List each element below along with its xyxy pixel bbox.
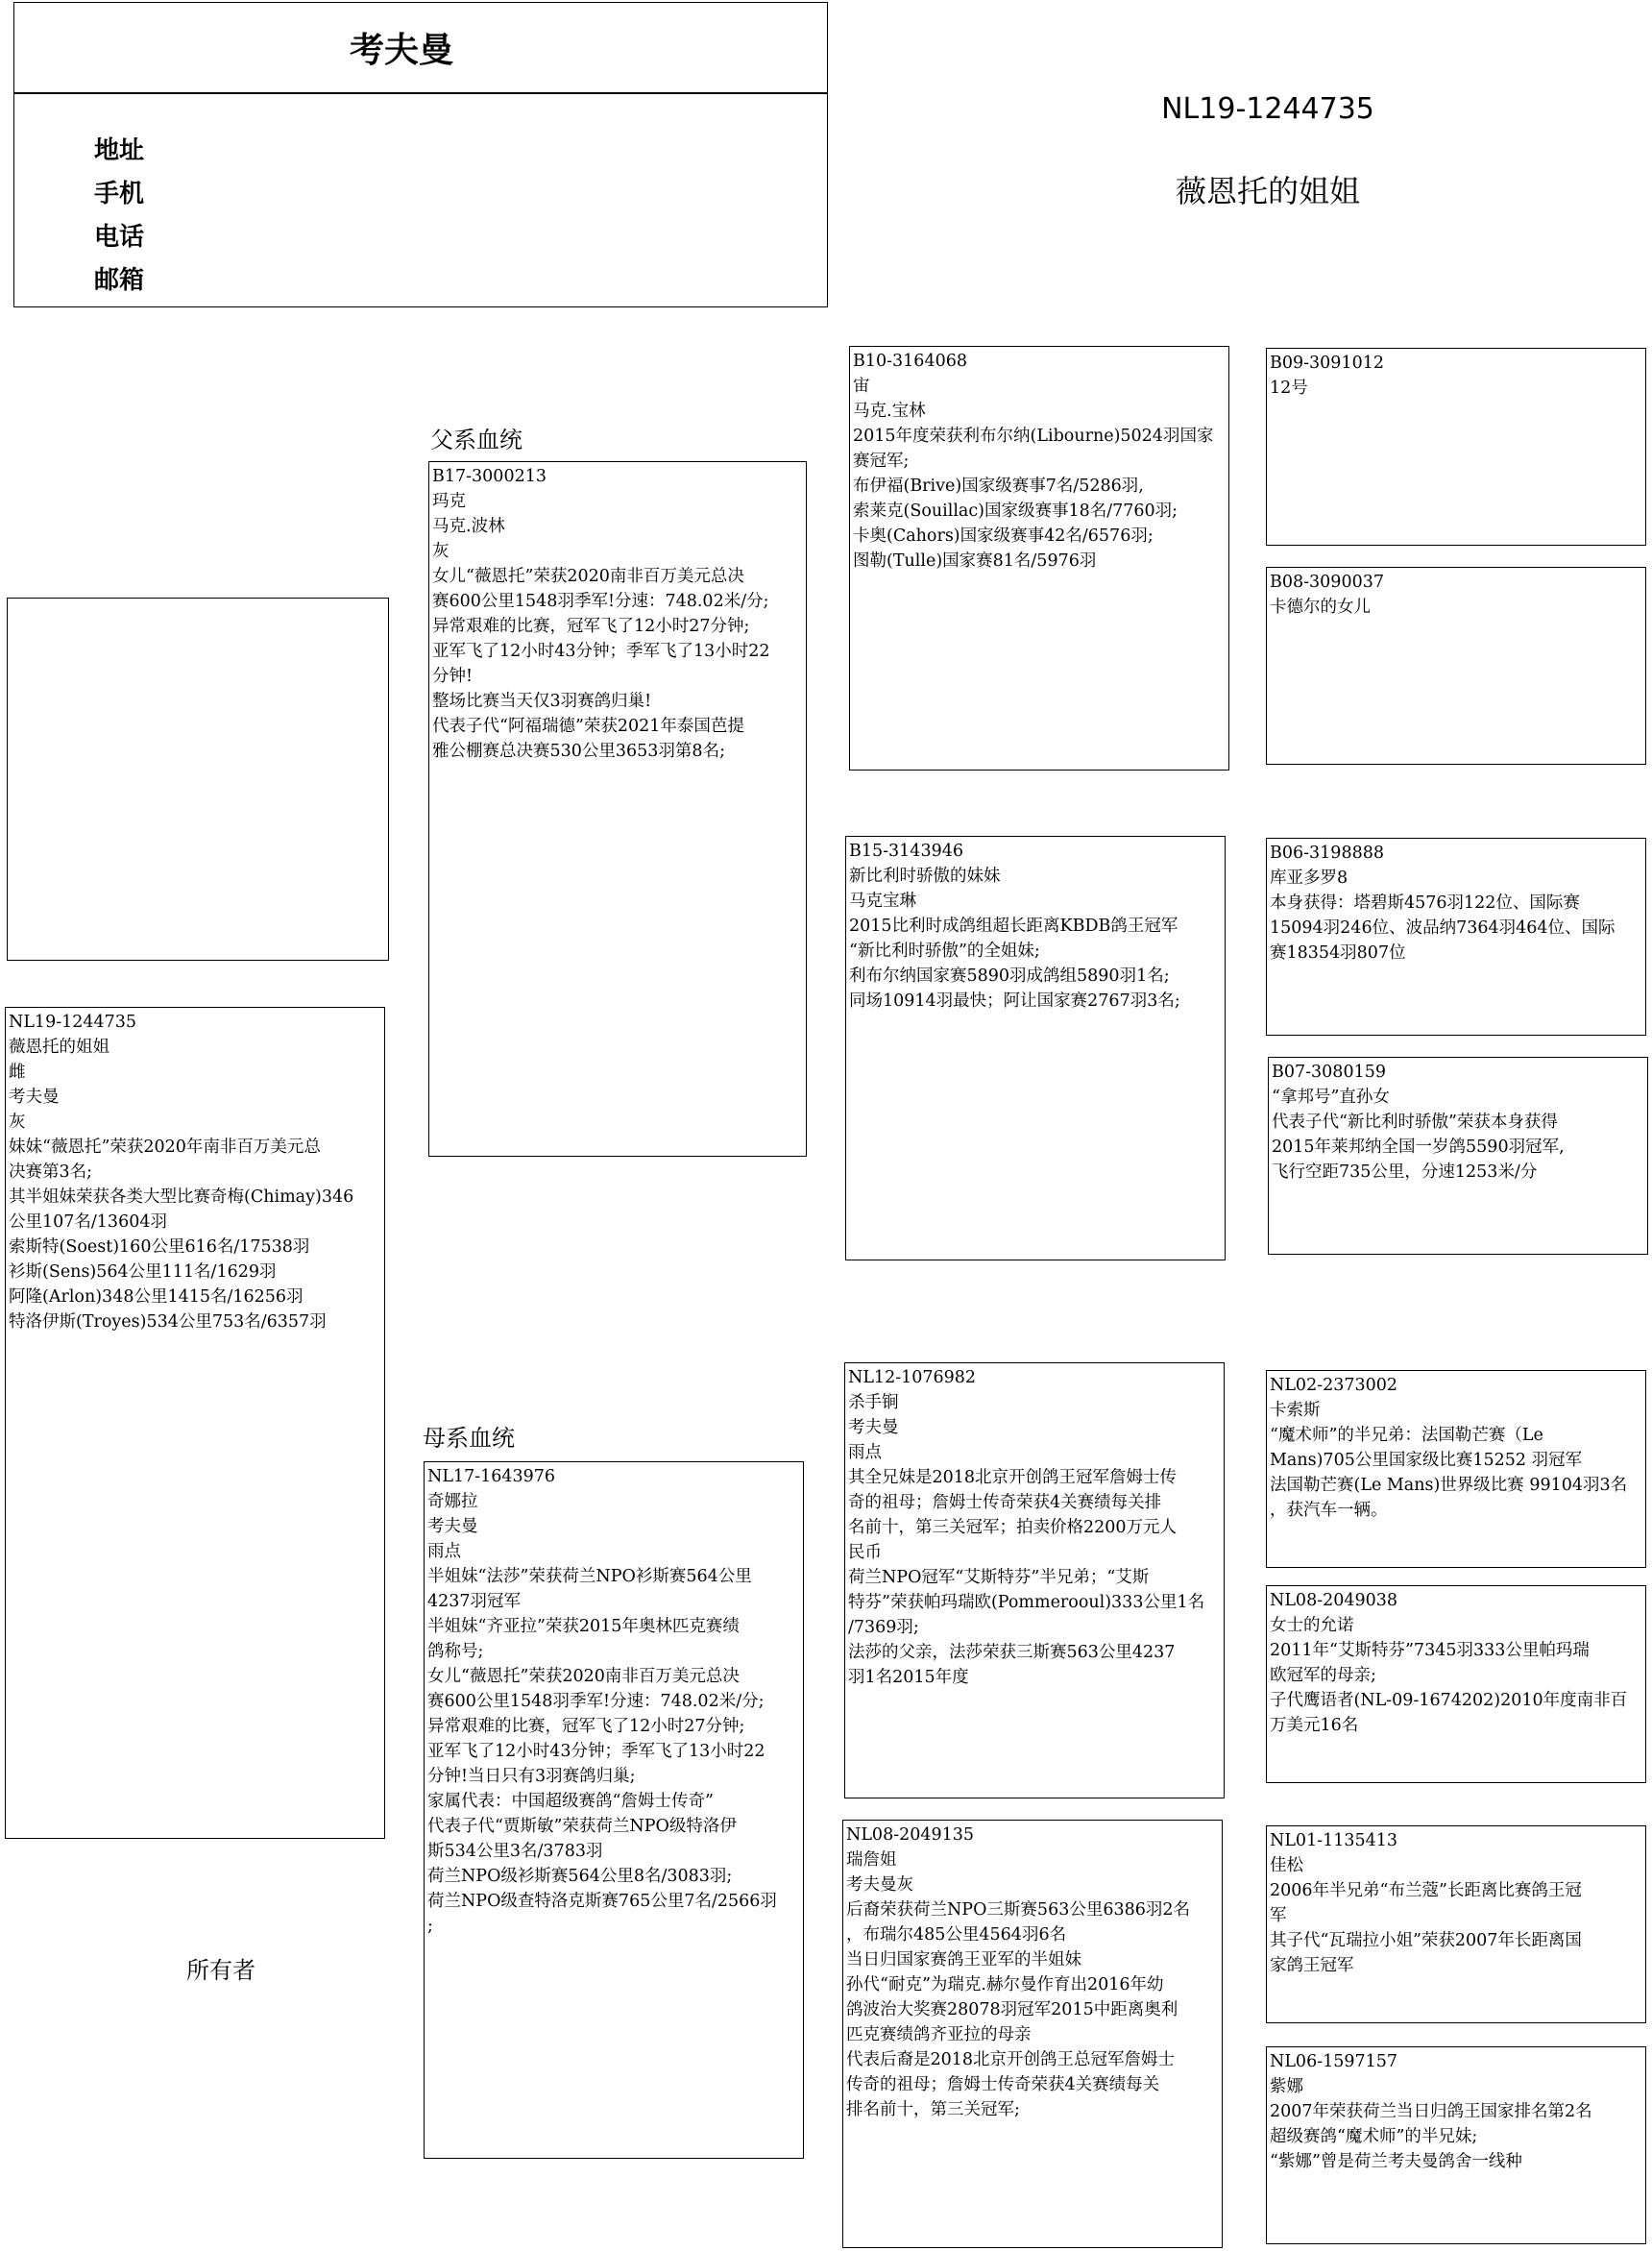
dam-note: 异常艰难的比赛，冠军飞了12小时27分钟; [427,1717,745,1736]
pigeon-photo-frame [7,598,389,961]
dam-dam-sire-card [1266,1825,1646,2023]
sire-note: 赛600公里1548羽季军!分速：748.02米/分; [432,592,769,611]
sire-note: 异常艰难的比赛，冠军飞了12小时27分钟; [432,617,750,636]
dam-dam-dam-card [1266,2046,1646,2244]
dsd-ring-number: NL08-2049038 [1270,1591,1398,1610]
dsd-note: 子代鹰语者(NL-09-1674202)2010年度南非百 [1270,1691,1628,1710]
subject-note: 妹妹“薇恩托”荣获2020年南非百万美元总 [9,1138,321,1157]
dam-dam-ring-number: NL08-2049135 [846,1825,975,1845]
contact-phone-label: 电话 [94,223,145,252]
sire-sire-dam-card [1266,567,1646,765]
dss-note: “魔术师”的半兄弟：法国勒芒赛（Le [1270,1426,1543,1445]
dam-dam-note: 代表后裔是2018北京开创鸽王总冠军詹姆士 [846,2050,1176,2069]
subject-note: 阿隆(Arlon)348公里1415名/16256羽 [9,1287,304,1307]
owner-label: 所有者 [186,1957,255,1984]
dds-note: 其子代“瓦瑞拉小姐”荣获2007年长距离国 [1270,1931,1582,1950]
sdd-note: 代表子代“新比利时骄傲”荣获本身获得 [1272,1113,1558,1132]
sire-sire-breeder: 马克.宝林 [853,402,926,421]
dam-sire-note: 名前十，第三关冠军；拍卖价格2200万元人 [848,1518,1178,1537]
ssd-ring-number: B08-3090037 [1270,573,1384,592]
dam-sire-note: 奇的祖母；詹姆士传奇荣获4关赛绩每关排 [848,1493,1162,1512]
dam-note: 半姐妹“齐亚拉”荣获2015年奥林匹克赛绩 [427,1617,740,1636]
dds-ring-number: NL01-1135413 [1270,1831,1398,1850]
dam-dam-note: 当日归国家赛鸽王亚军的半姐妹 [846,1950,1081,1970]
sire-sire-note: 2015年度荣获利布尔纳(Libourne)5024羽国家 [853,427,1214,446]
contact-mobile-label: 手机 [94,180,145,208]
dam-dam-note: 孙代“耐克”为瑞克.赫尔曼作育出2016年幼 [846,1975,1164,1994]
dss-name: 卡索斯 [1270,1401,1321,1420]
sss-name: 12号 [1270,379,1308,398]
dam-dam-note: 传奇的祖母；詹姆士传奇荣获4关赛绩每关 [846,2075,1160,2094]
sire-sire-note: 图勒(Tulle)国家赛81名/5976羽 [853,551,1097,571]
sire-card [428,461,807,1157]
subject-note: 特洛伊斯(Troyes)534公里753名/6357羽 [9,1312,327,1332]
sire-note: 整场比赛当天仅3羽赛鸽归巢! [432,692,652,711]
dam-breeder: 考夫曼 [427,1517,478,1536]
sire-ring-number: B17-3000213 [432,467,547,486]
breeder-name: 考夫曼 [349,31,453,70]
dss-note: 法国勒芒赛(Le Mans)世界级比赛 99104羽3名 [1270,1476,1628,1495]
sire-sire-card [849,346,1229,771]
dam-card [424,1461,804,2159]
pigeon-name: 薇恩托的姐姐 [1175,173,1360,209]
sire-line-label: 父系血统 [430,427,522,453]
sire-dam-note: 同场10914羽最快；阿让国家赛2767羽3名; [849,991,1180,1011]
sire-name: 玛克 [432,492,466,511]
sire-sire-note: 赛冠军; [853,452,910,471]
subject-pedigree-card [5,1007,385,1839]
dam-sire-dam-card [1266,1585,1646,1783]
dss-note: Mans)705公里国家级比赛15252 羽冠军 [1270,1451,1583,1470]
dsd-note: 万美元16名 [1270,1716,1359,1735]
dam-note: ; [427,1917,433,1936]
subject-note: 决赛第3名; [9,1162,93,1182]
dam-sire-note: 特芬”荣获帕玛瑞欧(Pommerooul)333公里1名 [848,1593,1205,1612]
subject-note: 公里107名/13604羽 [9,1212,167,1232]
sds-note: 15094羽246位、波品纳7364羽464位、国际 [1270,918,1616,938]
sire-sire-note: 卡奥(Cahors)国家级赛事42名/6576羽; [853,526,1154,546]
sire-note: 亚军飞了12小时43分钟；季军飞了13小时22 [432,642,770,661]
ddd-note: 超级赛鸽“魔术师”的半兄妹; [1270,2127,1478,2146]
dam-sire-note: 法莎的父亲，法莎荣获三斯赛563公里4237 [848,1643,1176,1662]
dds-note: 2006年半兄弟“布兰蔻”长距离比赛鸽王冠 [1270,1881,1582,1900]
subject-sex: 雌 [9,1063,26,1082]
dam-ring-number: NL17-1643976 [427,1467,556,1486]
dam-dam-note: 鸽波治大奖赛28078羽冠军2015中距离奥利 [846,2000,1178,2019]
sdd-name: “拿邦号”直孙女 [1272,1088,1390,1107]
dds-name: 佳松 [1270,1856,1303,1875]
dam-dam-note: 后裔荣获荷兰NPO三斯赛563公里6386羽2名 [846,1900,1191,1920]
sdd-ring-number: B07-3080159 [1272,1063,1386,1082]
dam-dam-card [842,1820,1223,2248]
ddd-name: 紫娜 [1270,2077,1303,2096]
sire-note: 代表子代“阿福瑞德”荣获2021年泰国芭提 [432,717,744,736]
sds-ring-number: B06-3198888 [1270,844,1384,863]
sds-note: 赛18354羽807位 [1270,943,1406,963]
sds-note: 本身获得：塔碧斯4576羽122位、国际赛 [1270,893,1580,913]
sss-ring-number: B09-3091012 [1270,354,1384,373]
sire-sire-name: 宙 [853,377,870,396]
dam-sire-note: /7369羽; [848,1618,919,1637]
ddd-note: “紫娜”曾是荷兰考夫曼鸽舍一线种 [1270,2152,1522,2171]
sire-sire-sire-card [1266,348,1646,546]
dam-sire-note: 羽1名2015年度 [848,1668,969,1687]
dss-note: ，获汽车一辆。 [1270,1501,1388,1520]
dam-sire-sire-card [1266,1370,1646,1568]
dam-sire-note: 其全兄妹是2018北京开创鸽王冠军詹姆士传 [848,1468,1178,1487]
sds-name: 库亚多罗8 [1270,869,1348,888]
dam-color: 雨点 [427,1542,461,1561]
subject-note: 衫斯(Sens)564公里111名/1629羽 [9,1262,277,1282]
dam-dam-breeder: 考夫曼灰 [846,1875,913,1895]
dam-note: 4237羽冠军 [427,1592,522,1611]
dam-line-label: 母系血统 [423,1425,515,1452]
dam-dam-name: 瑞詹姐 [846,1850,897,1870]
dam-sire-name: 杀手锏 [848,1393,899,1412]
dam-name: 奇娜拉 [427,1492,478,1511]
sire-note: 雅公棚赛总决赛530公里3653羽第8名; [432,742,725,761]
dam-note: 分钟!当日只有3羽赛鸽归巢; [427,1767,636,1786]
sire-dam-sire-card [1266,838,1646,1036]
subject-note: 其半姐妹荣获各类大型比赛奇梅(Chimay)346 [9,1187,354,1207]
dam-note: 荷兰NPO级查特洛克斯赛765公里7名/2566羽 [427,1892,777,1911]
sire-sire-ring-number: B10-3164068 [853,352,967,371]
dsd-note: 欧冠军的母亲; [1270,1666,1376,1685]
sire-breeder: 马克.波林 [432,517,505,536]
subject-breeder: 考夫曼 [9,1088,60,1107]
sire-dam-note: 2015比利时成鸽组超长距离KBDB鸽王冠军 [849,917,1178,936]
ddd-note: 2007年荣获荷兰当日归鸽王国家排名第2名 [1270,2102,1592,2121]
sdd-note: 2015年莱邦纳全国一岁鸽5590羽冠军, [1272,1138,1565,1157]
sire-dam-dam-card [1268,1057,1648,1255]
dam-dam-note: 匹克赛绩鸽齐亚拉的母亲 [846,2025,1032,2044]
ssd-name: 卡德尔的女儿 [1270,598,1371,617]
dam-sire-color: 雨点 [848,1443,882,1462]
dam-note: 半姐妹“法莎”荣获荷兰NPO衫斯赛564公里 [427,1567,752,1586]
ring-number: NL19-1244735 [1161,92,1374,126]
dam-note: 荷兰NPO级衫斯赛564公里8名/3083羽; [427,1867,733,1886]
subject-name: 薇恩托的姐姐 [9,1038,109,1057]
breeder-title-rule [13,92,828,94]
dss-ring-number: NL02-2373002 [1270,1376,1398,1395]
sire-sire-note: 布伊福(Brive)国家级赛事7名/5286羽, [853,477,1144,496]
subject-ring-number: NL19-1244735 [9,1013,137,1032]
sire-note: 分钟! [432,667,474,686]
sire-dam-ring-number: B15-3143946 [849,842,963,861]
contact-address-label: 地址 [94,136,145,165]
dam-dam-note: 排名前十，第三关冠军; [846,2100,1020,2119]
dds-note: 军 [1270,1906,1287,1925]
dam-note: 鸽称号; [427,1642,484,1661]
dam-sire-note: 民币 [848,1543,882,1562]
dsd-note: 2011年“艾斯特芬”7345羽333公里帕玛瑞 [1270,1641,1590,1660]
sire-sire-note: 索莱克(Souillac)国家级赛事18名/7760羽; [853,502,1178,521]
sire-color: 灰 [432,542,449,561]
dam-sire-note: 荷兰NPO冠军“艾斯特芬”半兄弟；“艾斯 [848,1568,1150,1587]
dam-note: 代表子代“贾斯敏”荣获荷兰NPO级特洛伊 [427,1817,737,1836]
dam-sire-ring-number: NL12-1076982 [848,1368,977,1387]
sire-dam-note: “新比利时骄傲”的全姐妹; [849,942,1040,961]
sire-note: 女儿“薇恩托”荣获2020南非百万美元总决 [432,567,744,586]
sire-dam-note: 利布尔纳国家赛5890羽成鸽组5890羽1名; [849,966,1170,986]
dam-note: 赛600公里1548羽季军!分速：748.02米/分; [427,1692,765,1711]
dam-note: 女儿“薇恩托”荣获2020南非百万美元总决 [427,1667,740,1686]
contact-email-label: 邮箱 [94,266,145,295]
dds-note: 家鸽王冠军 [1270,1956,1354,1975]
dam-note: 斯534公里3名/3783羽 [427,1842,603,1861]
dam-note: 家属代表：中国超级赛鸽“詹姆士传奇” [427,1792,714,1811]
subject-color: 灰 [9,1113,26,1132]
dsd-name: 女士的允诺 [1270,1616,1354,1635]
subject-note: 索斯特(Soest)160公里616名/17538羽 [9,1237,310,1257]
sire-dam-card [845,836,1226,1260]
ddd-ring-number: NL06-1597157 [1270,2052,1398,2071]
sire-dam-breeder: 马克宝琳 [849,892,916,911]
dam-dam-note: ，布瑞尔485公里4564羽6名 [846,1925,1067,1945]
sire-dam-name: 新比利时骄傲的妹妹 [849,867,1001,886]
dam-sire-card [844,1362,1225,1798]
dam-note: 亚军飞了12小时43分钟；季军飞了13小时22 [427,1742,765,1761]
dam-sire-breeder: 考夫曼 [848,1418,899,1437]
sdd-note: 飞行空距735公里，分速1253米/分 [1272,1162,1538,1182]
